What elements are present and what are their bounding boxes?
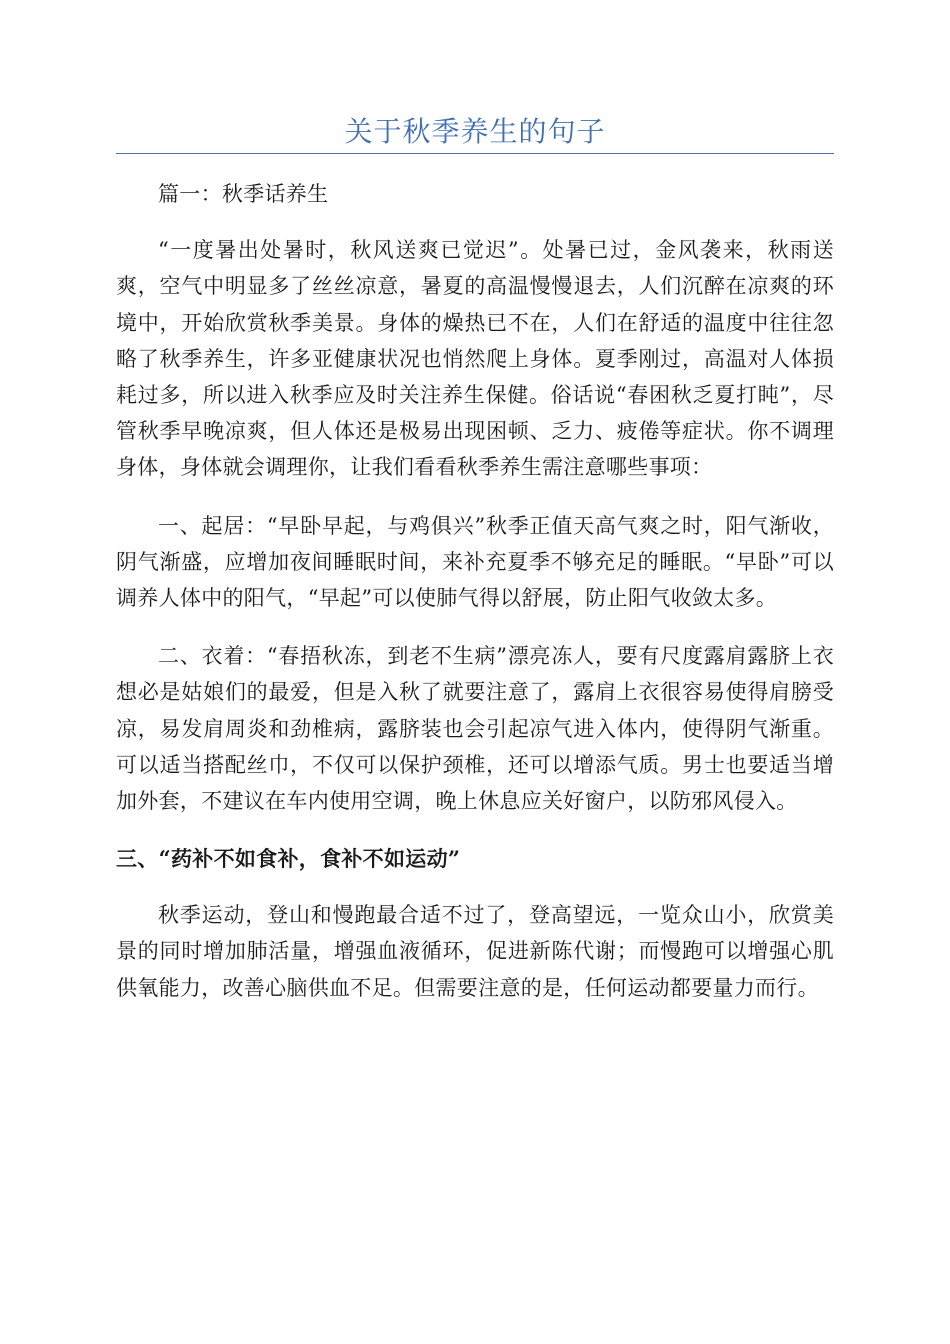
paragraph-clothing: 二、衣着：“春捂秋冻，到老不生病”漂亮冻人，要有尺度露肩露脐上衣想必是姑娘们的最爱，但是入秋了就要注意了，露肩上衣很容易使得肩膀受凉，易发肩周炎和劲椎病，露脐装也会引起凉气进入体内，使得阴气渐重。可以适当搭配丝巾，不仅可以保护颈椎，还可以增添气质。男士也要适当增加外套，不建议在车内使用空调，晚上休息应关好窗户，以防邪风侵入。 [116, 644, 834, 814]
document-title: 关于秋季养生的句子 [344, 115, 606, 148]
paragraph-intro: “一度暑出处暑时，秋风送爽已觉迟”。处暑已过，金风袭来，秋雨送爽，空气中明显多了丝丝凉意，暑夏的高温慢慢退去，人们沉醉在凉爽的环境中，开始欣赏秋季美景。身体的燥热已不在，人们在舒适的温度中往往忽略了秋季养生，许多亚健康状况也悄然爬上身体。夏季刚过，高温对人体损耗过多，所以进入秋季应及时关注养生保健。俗话说“春困秋乏夏打盹”，尽管秋季早晚凉爽，但人体还是极易出现困顿、乏力、疲倦等症状。你不调理身体，身体就会调理你，让我们看看秋季养生需注意哪些事项： [116, 238, 834, 480]
title-underline [116, 153, 834, 154]
section-heading-exercise: 三、“药补不如食补，食补不如运动” [116, 846, 461, 872]
paragraph-living: 一、起居：“早卧早起，与鸡俱兴”秋季正值天高气爽之时，阳气渐收，阴气渐盛，应增加夜间睡眠时间，来补充夏季不够充足的睡眠。“早卧”可以调养人体中的阳气，“早起”可以使肺气得以舒展，防止阳气收敛太多。 [116, 513, 834, 611]
paragraph-exercise: 秋季运动，登山和慢跑最合适不过了，登高望远，一览众山小，欣赏美景的同时增加肺活量，增强血液循环，促进新陈代谢；而慢跑可以增强心肌供氧能力，改善心脑供血不足。但需要注意的是，任何运动都要量力而行。 [116, 903, 834, 1000]
section-label: 篇一：秋季话养生 [158, 182, 329, 206]
document-body [116, 176, 834, 1028]
